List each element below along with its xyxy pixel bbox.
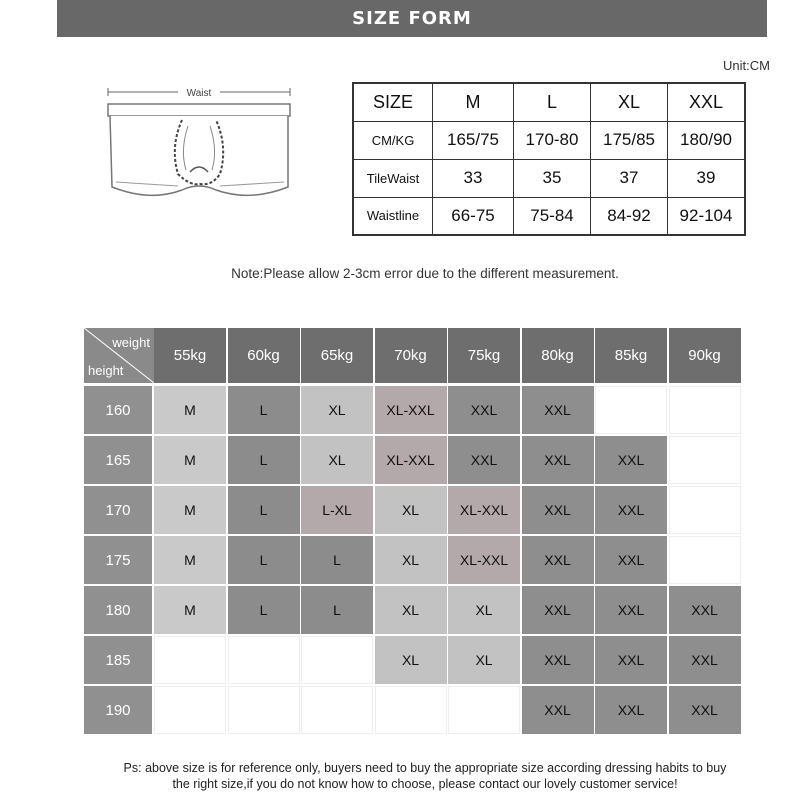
size-recommendation-cell: XL — [375, 486, 447, 534]
size-recommendation-cell: L — [228, 536, 300, 584]
size-recommendation-cell: L — [228, 586, 300, 634]
size-recommendation-cell: XL — [448, 586, 520, 634]
size-recommendation-cell: XXL — [595, 486, 667, 534]
size-recommendation-cell: XXL — [522, 686, 594, 734]
size-recommendation-cell: L — [301, 536, 373, 584]
size-recommendation-cell — [154, 636, 226, 684]
size-cell: 92-104 — [668, 197, 746, 235]
size-recommendation-cell: XL-XXL — [375, 436, 447, 484]
size-recommendation-cell: XL — [375, 536, 447, 584]
size-recommendation-cell: M — [154, 536, 226, 584]
size-recommendation-cell: XL — [375, 586, 447, 634]
size-recommendation-cell: XXL — [669, 686, 741, 734]
size-recommendation-cell: XL-XXL — [375, 386, 447, 434]
size-cell: 170-80 — [514, 121, 591, 159]
height-header: 160 — [84, 386, 152, 434]
size-recommendation-cell: XXL — [448, 436, 520, 484]
measurement-note: Note:Please allow 2-3cm error due to the different measurement. — [231, 266, 619, 281]
size-header-l: L — [514, 83, 591, 121]
weight-header: 90kg — [669, 328, 741, 383]
size-recommendation-cell: XXL — [522, 636, 594, 684]
size-cell: 35 — [514, 159, 591, 197]
size-recommendation-cell — [375, 686, 447, 734]
weight-header: 70kg — [375, 328, 447, 383]
height-header: 175 — [84, 536, 152, 584]
size-recommendation-cell — [301, 636, 373, 684]
size-recommendation-cell: M — [154, 486, 226, 534]
weight-header: 55kg — [154, 328, 226, 383]
size-recommendation-cell: L — [228, 386, 300, 434]
size-recommendation-cell — [669, 536, 741, 584]
weight-header: 65kg — [301, 328, 373, 383]
size-recommendation-cell: XXL — [669, 636, 741, 684]
size-cell: 75-84 — [514, 197, 591, 235]
size-recommendation-cell — [228, 686, 300, 734]
size-recommendation-cell: XXL — [669, 586, 741, 634]
underwear-diagram — [90, 62, 300, 250]
row-label-cmkg: CM/KG — [353, 121, 433, 159]
size-cell: 180/90 — [668, 121, 746, 159]
weight-header: 60kg — [228, 328, 300, 383]
waist-label: Waist — [186, 88, 212, 99]
size-recommendation-cell: XL — [301, 436, 373, 484]
size-recommendation-cell — [669, 436, 741, 484]
ps-line-2: the right size,if you do not know how to choose, please contact our lovely customer service! — [172, 777, 678, 791]
size-recommendation-cell — [154, 686, 226, 734]
height-header: 170 — [84, 486, 152, 534]
size-recommendation-cell: XL-XXL — [448, 536, 520, 584]
height-header: 185 — [84, 636, 152, 684]
height-header: 180 — [84, 586, 152, 634]
size-recommendation-cell: L — [228, 486, 300, 534]
size-recommendation-cell: L — [228, 436, 300, 484]
unit-label: Unit:CM — [723, 58, 770, 73]
size-recommendation-cell: L-XL — [301, 486, 373, 534]
size-header-xxl: XXL — [668, 83, 746, 121]
size-recommendation-cell — [228, 636, 300, 684]
size-recommendation-cell: XXL — [595, 636, 667, 684]
size-recommendation-cell: M — [154, 386, 226, 434]
briefs-illustration-icon — [90, 62, 300, 250]
size-recommendation-cell: XL — [375, 636, 447, 684]
size-recommendation-cell: XXL — [522, 436, 594, 484]
size-table — [352, 82, 746, 236]
size-recommendation-cell: XL — [448, 636, 520, 684]
weight-header: 80kg — [522, 328, 594, 383]
size-header-label: SIZE — [353, 83, 433, 121]
chart-corner — [84, 328, 154, 383]
size-header-m: M — [433, 83, 514, 121]
row-label-waistline: Waistline — [353, 197, 433, 235]
size-recommendation-cell: XXL — [522, 486, 594, 534]
weight-header: 75kg — [448, 328, 520, 383]
size-recommendation-cell — [595, 386, 667, 434]
size-recommendation-cell: XXL — [522, 536, 594, 584]
size-recommendation-cell: M — [154, 436, 226, 484]
size-recommendation-cell: XXL — [595, 686, 667, 734]
size-recommendation-cell: XL — [301, 386, 373, 434]
size-recommendation-cell — [669, 386, 741, 434]
size-recommendation-cell: XXL — [595, 586, 667, 634]
size-recommendation-cell: M — [154, 586, 226, 634]
weight-header: 85kg — [595, 328, 667, 383]
row-label-tilewaist: TileWaist — [353, 159, 433, 197]
size-recommendation-cell: XXL — [448, 386, 520, 434]
ps-notice — [60, 760, 790, 792]
size-header-xl: XL — [591, 83, 668, 121]
size-recommendation-cell — [669, 486, 741, 534]
size-cell: 165/75 — [433, 121, 514, 159]
height-header: 165 — [84, 436, 152, 484]
size-recommendation-cell: XXL — [595, 536, 667, 584]
size-recommendation-cell: L — [301, 586, 373, 634]
size-cell: 39 — [668, 159, 746, 197]
size-recommendation-cell: XXL — [522, 586, 594, 634]
size-form-banner — [57, 0, 767, 37]
size-cell: 66-75 — [433, 197, 514, 235]
size-cell: 37 — [591, 159, 668, 197]
size-cell: 33 — [433, 159, 514, 197]
ps-line-1: Ps: above size is for reference only, buyers need to buy the appropriate size according dressing habits to buy — [123, 761, 727, 775]
weight-height-size-chart — [84, 328, 740, 734]
banner-title: SIZE FORM — [352, 8, 472, 29]
size-cell: 84-92 — [591, 197, 668, 235]
size-recommendation-cell — [448, 686, 520, 734]
size-recommendation-cell — [301, 686, 373, 734]
size-recommendation-cell: XL-XXL — [448, 486, 520, 534]
size-recommendation-cell: XXL — [522, 386, 594, 434]
corner-height-label: height — [88, 363, 124, 378]
height-header: 190 — [84, 686, 152, 734]
corner-weight-label: weight — [112, 335, 150, 350]
size-cell: 175/85 — [591, 121, 668, 159]
size-recommendation-cell: XXL — [595, 436, 667, 484]
